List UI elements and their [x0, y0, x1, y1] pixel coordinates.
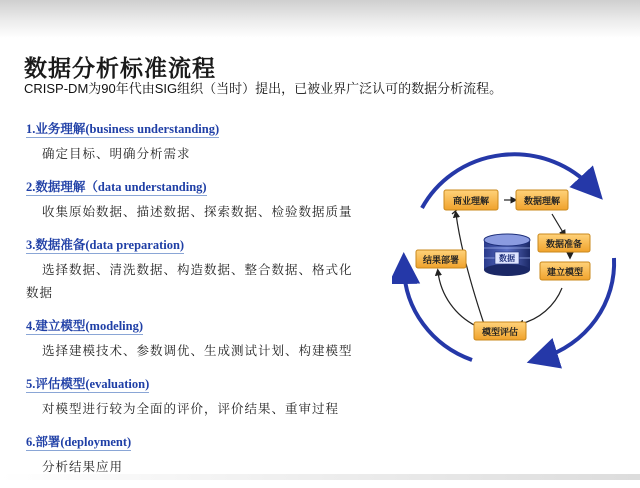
step-6-desc: 分析结果应用 — [42, 458, 124, 474]
header-band — [0, 0, 640, 38]
step-3-desc — [26, 258, 386, 306]
step-3-heading: 3.数据准备(data preparation) — [26, 235, 184, 254]
steps-list — [26, 118, 386, 488]
step-5-heading: 5.评估模型(evaluation) — [26, 374, 149, 393]
svg-text:结果部署: 结果部署 — [422, 256, 460, 266]
svg-text:数据准备: 数据准备 — [545, 240, 583, 250]
svg-text:数据理解: 数据理解 — [523, 197, 561, 207]
step-2-heading: 2.数据理解（data understanding) — [26, 177, 207, 196]
node-data-understanding — [516, 190, 568, 210]
node-evaluation — [474, 322, 526, 340]
node-deployment — [416, 250, 466, 268]
database-icon — [484, 234, 530, 276]
step-3-desc-line2: 数据 — [26, 285, 54, 301]
step-4-heading: 4.建立模型(modeling) — [26, 316, 143, 335]
crisp-dm-diagram — [392, 148, 624, 370]
page-title: 数据分析标准流程 — [24, 55, 216, 82]
node-data-preparation — [538, 234, 590, 252]
step-2 — [26, 176, 386, 224]
step-6 — [26, 431, 386, 479]
node-modeling — [540, 262, 590, 280]
svg-text:模型评估: 模型评估 — [481, 328, 519, 338]
step-4-desc: 选择建模技术、参数调优、生成测试计划、构建模型 — [42, 343, 353, 358]
node-business-understanding — [444, 190, 498, 210]
step-2-desc: 收集原始数据、描述数据、探索数据、检验数据质量 — [42, 203, 353, 219]
step-4 — [26, 315, 386, 363]
step-5-desc: 对模型进行较为全面的评价，评价结果、重审过程 — [42, 400, 340, 416]
page-subtitle: CRISP-DM为90年代由SIG组织（当时）提出，已被业界广泛认可的数据分析流程。 — [24, 81, 503, 96]
svg-text:商业理解: 商业理解 — [452, 197, 490, 207]
step-3-desc-line1: 选择数据、清洗数据、构造数据、整合数据、格式化 — [42, 261, 353, 277]
svg-text:建立模型: 建立模型 — [546, 268, 584, 278]
footer-line — [0, 474, 640, 480]
step-1-desc: 确定目标、明确分析需求 — [42, 146, 191, 161]
step-5 — [26, 373, 386, 421]
step-1 — [26, 118, 386, 166]
step-6-heading: 6.部署(deployment) — [26, 432, 131, 451]
step-1-heading: 1.业务理解(business understanding) — [26, 119, 219, 138]
step-3 — [26, 234, 386, 306]
svg-text:数据: 数据 — [499, 254, 515, 263]
